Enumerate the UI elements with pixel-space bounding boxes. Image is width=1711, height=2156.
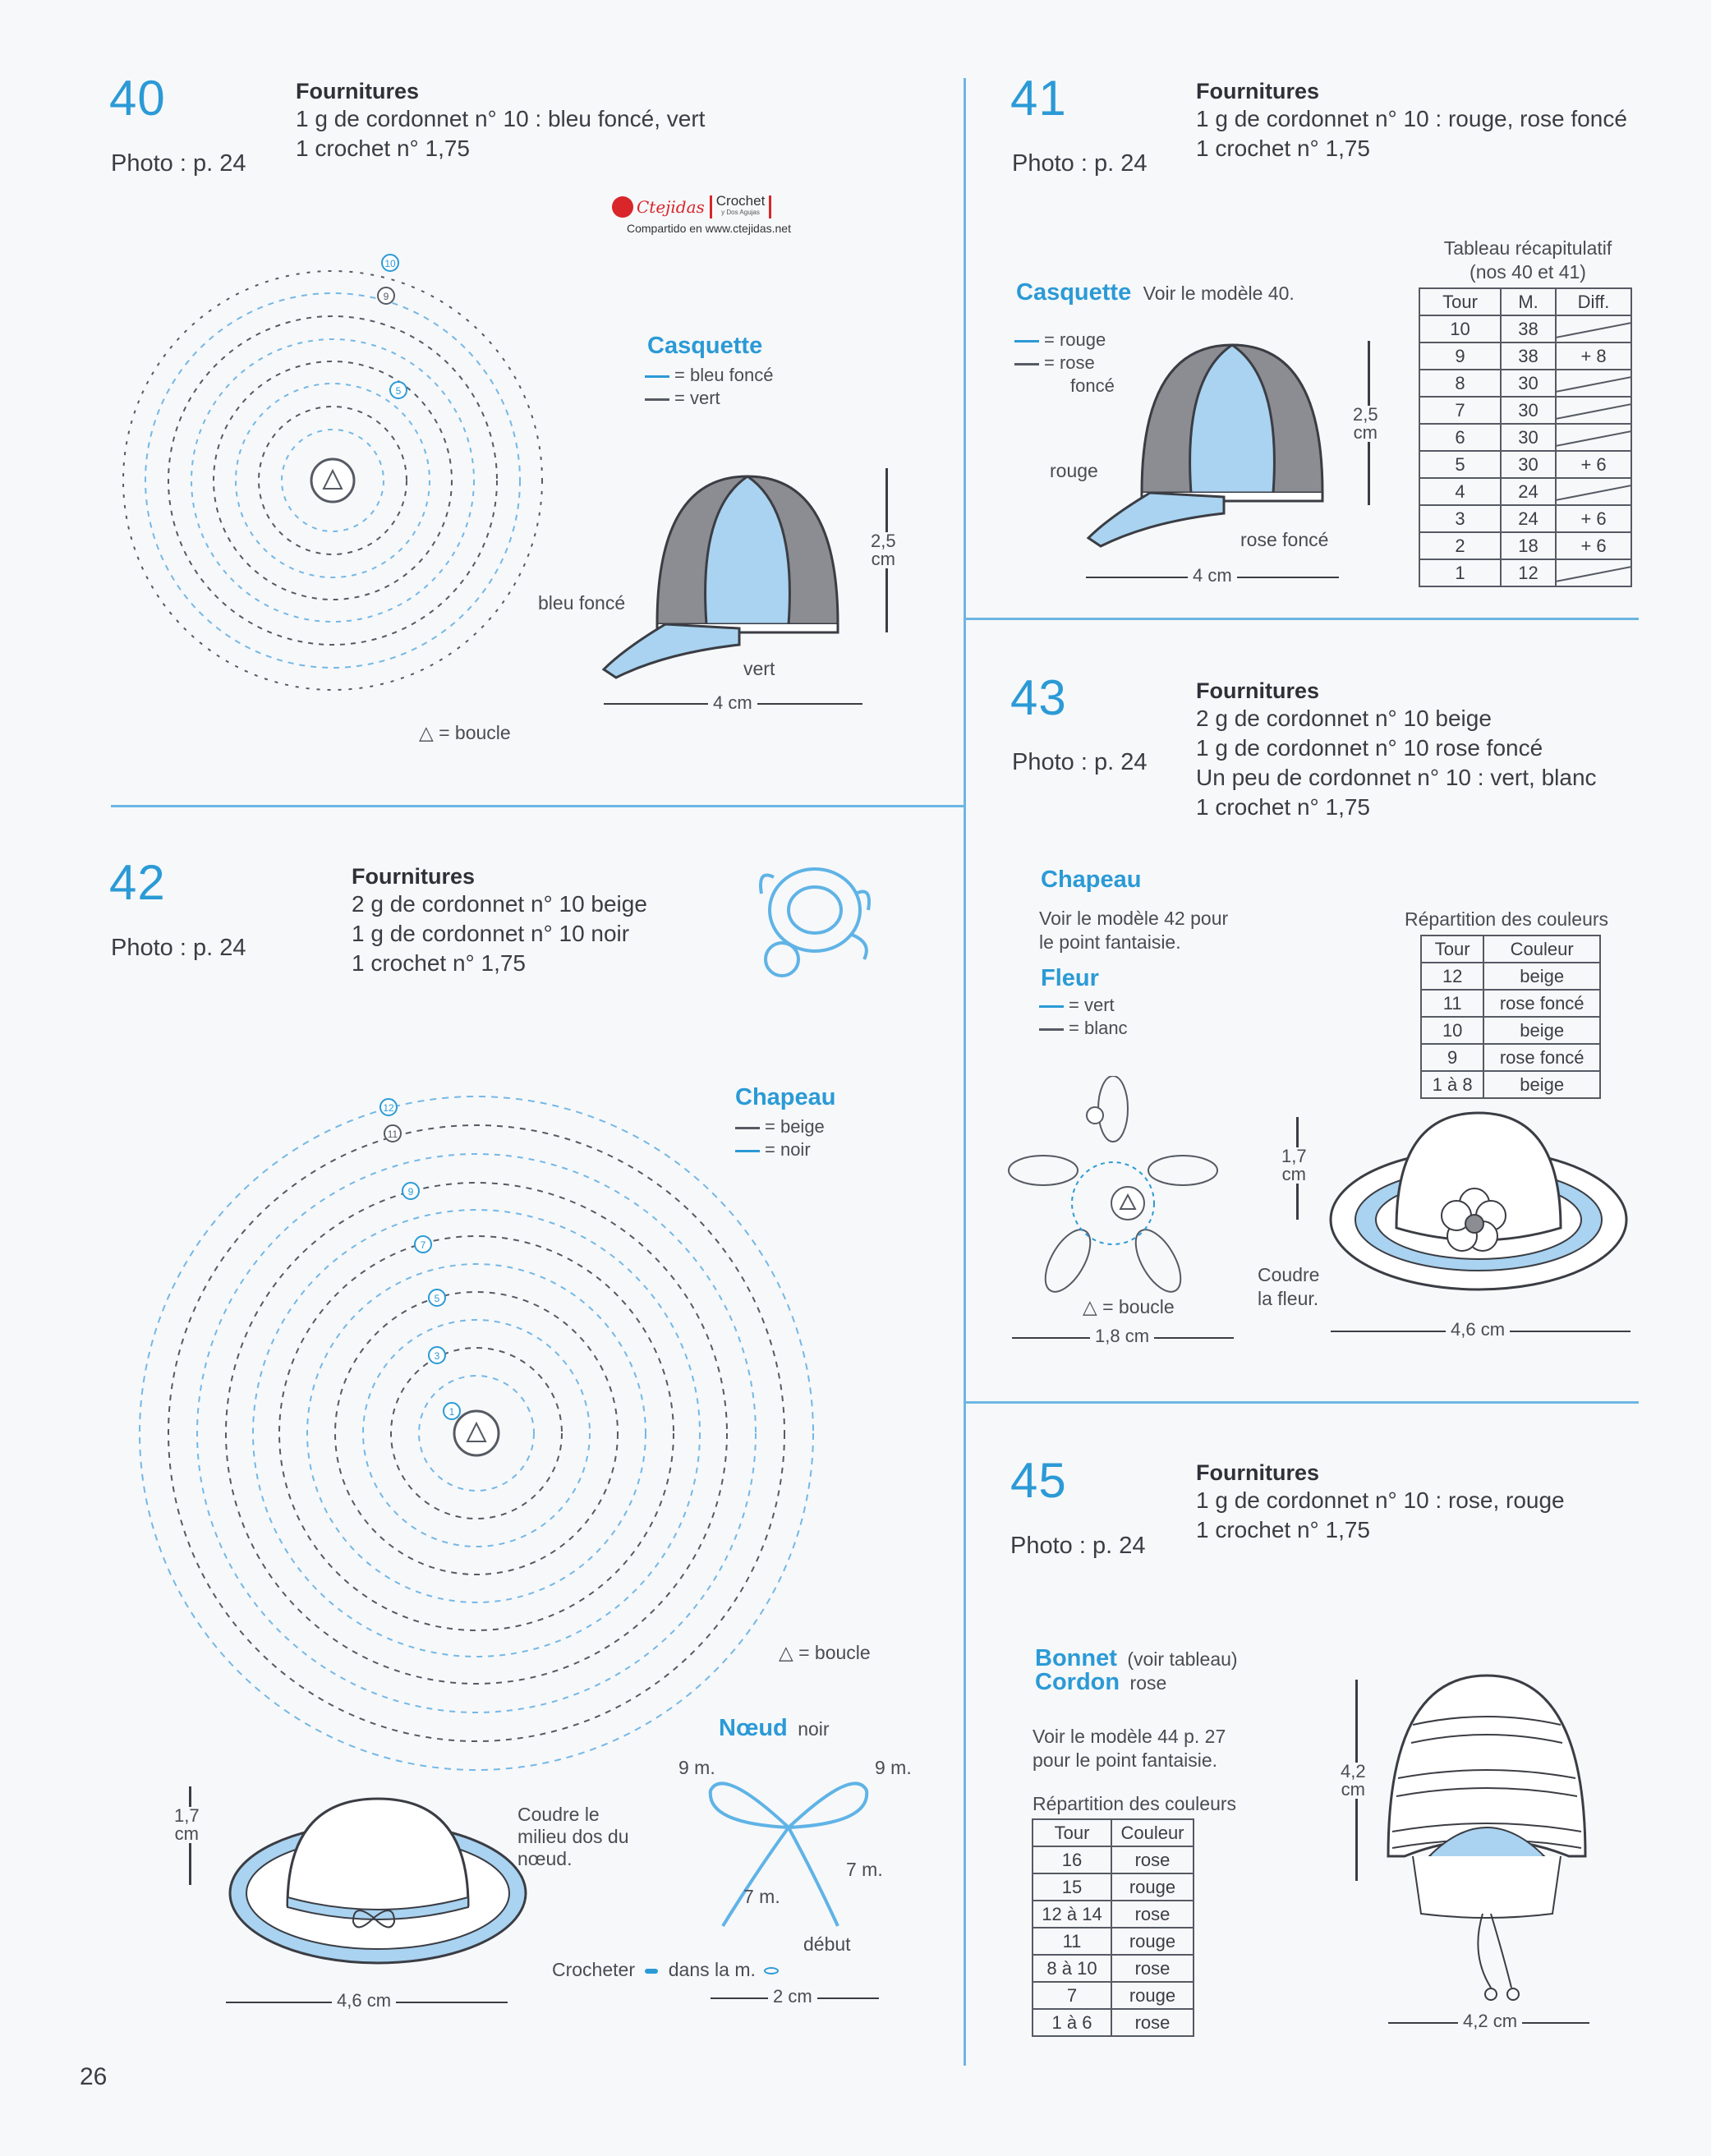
table-row: 10 beige xyxy=(1421,1017,1600,1044)
model-number-40: 40 xyxy=(109,71,166,126)
table-row: 15 rouge xyxy=(1033,1873,1194,1901)
loop-icon xyxy=(764,1967,779,1974)
table-row: 5 30 + 6 xyxy=(1419,451,1631,478)
table-row: 2 18 + 6 xyxy=(1419,532,1631,559)
label-rouge-41: rouge xyxy=(1050,460,1098,481)
bow-debut: début xyxy=(803,1933,851,1955)
triangle-icon: △ xyxy=(419,722,439,743)
heading-cordon: Cordon rose xyxy=(1035,1669,1167,1695)
table-title-43: Répartition des couleurs xyxy=(1405,908,1609,930)
table-row: 6 30 xyxy=(1419,424,1631,451)
table-row: 3 24 + 6 xyxy=(1419,505,1631,532)
table-row: 12 à 14 rose xyxy=(1033,1901,1194,1928)
color-table-45 xyxy=(1032,1818,1194,2037)
hat-illustration-43 xyxy=(1327,1101,1631,1298)
table-row: 7 30 xyxy=(1419,397,1631,424)
svg-text:12: 12 xyxy=(383,1102,394,1114)
model-number-42: 42 xyxy=(109,855,166,910)
watermark-logo xyxy=(612,195,809,235)
legend-40: = bleu foncé = vert xyxy=(645,364,773,410)
svg-text:7: 7 xyxy=(420,1239,426,1251)
coudre-note-42: Coudre le milieu dos du nœud. xyxy=(517,1804,629,1869)
legend-42: = beige = noir xyxy=(735,1115,825,1161)
width-value-bow: 2 cm xyxy=(768,1986,817,2007)
model-number-43: 43 xyxy=(1010,670,1067,725)
note-43: Voir le modèle 42 pour le point fantaisie. xyxy=(1039,908,1229,953)
table-row: 4 24 xyxy=(1419,478,1631,505)
svg-text:5: 5 xyxy=(395,385,402,397)
svg-text:9: 9 xyxy=(407,1186,414,1198)
chart-40 xyxy=(115,246,550,739)
heading-chapeau-43: Chapeau xyxy=(1041,867,1142,893)
model-number-45: 45 xyxy=(1010,1453,1067,1508)
heading-casquette-40: Casquette xyxy=(647,333,763,359)
legend-43: = vert = blanc xyxy=(1039,994,1128,1040)
table-row: 8 30 xyxy=(1419,370,1631,397)
chart-42-markers xyxy=(380,1099,460,1419)
boucle-legend-43: △ = boucle xyxy=(1083,1296,1175,1317)
watermark-tag: Crochet y Dos Agujas xyxy=(710,195,772,218)
table-row: 11 rose foncé xyxy=(1421,990,1600,1017)
model-number-41: 41 xyxy=(1010,71,1067,126)
coudre-note-43: Coudre la fleur. xyxy=(1258,1264,1320,1309)
table-title-45: Répartition des couleurs xyxy=(1033,1793,1237,1814)
label-vert-40: vert xyxy=(743,658,775,679)
svg-text:11: 11 xyxy=(387,1129,398,1140)
photo-ref-40: Photo : p. 24 xyxy=(111,150,246,177)
boucle-legend-40: △ = boucle xyxy=(419,722,511,743)
heading-noeud: Nœud noir xyxy=(719,1715,830,1741)
height-value-41: 2,5 cm xyxy=(1353,404,1378,443)
fournitures-43: Fournitures 2 g de cordonnet n° 10 beige 1 g de cordonnet n° 10 rose foncé Un peu de cordonnet n° 10 : vert, blanc 1 crochet n° 1,75 xyxy=(1196,678,1597,820)
triangle-icon: △ xyxy=(1083,1296,1103,1317)
table-row: 12 beige xyxy=(1421,963,1600,990)
label-rose-41: rose foncé xyxy=(1240,529,1329,550)
vertical-divider xyxy=(964,78,966,2066)
svg-text:3: 3 xyxy=(434,1350,440,1362)
fournitures-41: Fournitures 1 g de cordonnet n° 10 : rouge, rose foncé 1 crochet n° 1,75 xyxy=(1196,79,1627,161)
height-value-45: 4,2 cm xyxy=(1341,1761,1366,1800)
chart-42 xyxy=(131,1068,830,1782)
heading-fleur: Fleur xyxy=(1041,965,1099,991)
boucle-legend-42: △ = boucle xyxy=(779,1642,871,1663)
svg-text:5: 5 xyxy=(434,1293,440,1304)
photo-ref-42: Photo : p. 24 xyxy=(111,935,246,961)
width-value-41: 4 cm xyxy=(1188,565,1237,586)
summary-table-41 xyxy=(1419,287,1632,587)
bow-7m-left: 7 m. xyxy=(743,1886,780,1907)
table-row: 1 12 xyxy=(1419,559,1631,586)
height-value-40: 2,5 cm xyxy=(871,531,896,569)
heading-bonnet: Bonnet (voir tableau) xyxy=(1035,1645,1238,1671)
bow-7m-right: 7 m. xyxy=(846,1859,883,1880)
height-value-43: 1,7 cm xyxy=(1281,1146,1307,1184)
divider-40-42 xyxy=(111,805,964,807)
height-value-42: 1,7 cm xyxy=(174,1805,200,1844)
table-row: 16 rose xyxy=(1033,1846,1194,1873)
watermark-brand: Ctejidas xyxy=(637,197,705,217)
table-title-41: Tableau récapitulatif (nos 40 et 41) xyxy=(1443,237,1612,283)
fournitures-40: Fournitures 1 g de cordonnet n° 10 : bleu foncé, vert 1 crochet n° 1,75 xyxy=(296,79,706,161)
width-value-43: 4,6 cm xyxy=(1446,1319,1510,1340)
svg-text:9: 9 xyxy=(383,291,389,302)
bonnet-illustration xyxy=(1380,1667,1594,2012)
table-row: 10 38 xyxy=(1419,315,1631,342)
svg-text:10: 10 xyxy=(384,258,396,269)
turtle-icon xyxy=(749,844,881,988)
divider-43-45 xyxy=(964,1401,1639,1404)
bow-9m-left: 9 m. xyxy=(678,1757,715,1778)
table-row: 9 rose foncé xyxy=(1421,1044,1600,1071)
fournitures-45: Fournitures 1 g de cordonnet n° 10 : rose, rouge 1 crochet n° 1,75 xyxy=(1196,1460,1565,1542)
photo-ref-43: Photo : p. 24 xyxy=(1012,749,1148,775)
dash-icon xyxy=(645,1969,658,1974)
table-row: 1 à 6 rose xyxy=(1033,2009,1194,2036)
table-row: 1 à 8 beige xyxy=(1421,1071,1600,1098)
divider-41-43 xyxy=(964,618,1639,620)
width-value-flower: 1,8 cm xyxy=(1090,1326,1154,1347)
cap-illustration-40 xyxy=(600,460,862,690)
table-row: 11 rouge xyxy=(1033,1928,1194,1955)
legend-41: = rouge = rose foncé xyxy=(1014,329,1115,398)
bow-9m-right: 9 m. xyxy=(875,1757,912,1778)
width-value-45: 4,2 cm xyxy=(1458,2011,1522,2032)
heading-chapeau-42: Chapeau xyxy=(735,1084,836,1110)
crocheter-note: Crocheter dans la m. xyxy=(552,1958,779,1982)
flower-chart xyxy=(1006,1076,1220,1314)
table-header: Tour Couleur xyxy=(1033,1819,1194,1846)
svg-text:1: 1 xyxy=(448,1406,455,1418)
photo-ref-41: Photo : p. 24 xyxy=(1012,150,1148,177)
color-table-43 xyxy=(1420,935,1601,1099)
hat-illustration-42 xyxy=(222,1782,534,1971)
fournitures-42: Fournitures 2 g de cordonnet n° 10 beige 1 g de cordonnet n° 10 noir 1 crochet n° 1,75 xyxy=(352,864,647,976)
note-45: Voir le modèle 44 p. 27 pour le point fantaisie. xyxy=(1033,1726,1226,1771)
flower-icon xyxy=(612,196,633,218)
width-value-40: 4 cm xyxy=(708,692,757,714)
table-row: 7 rouge xyxy=(1033,1982,1194,2009)
cap-illustration-41 xyxy=(1076,329,1347,559)
label-bleu-fonce-40: bleu foncé xyxy=(538,592,626,614)
photo-ref-45: Photo : p. 24 xyxy=(1010,1533,1146,1559)
table-row: 9 38 + 8 xyxy=(1419,342,1631,370)
width-value-42: 4,6 cm xyxy=(332,1990,396,2011)
page-number: 26 xyxy=(80,2063,108,2090)
watermark-shared: Compartido en www.ctejidas.net xyxy=(627,222,791,235)
table-header: Tour M. Diff. xyxy=(1419,288,1631,315)
table-header: Tour Couleur xyxy=(1421,935,1600,963)
table-row: 8 à 10 rose xyxy=(1033,1955,1194,1982)
triangle-icon: △ xyxy=(779,1642,799,1663)
heading-casquette-41: Casquette Voir le modèle 40. xyxy=(1016,279,1295,306)
